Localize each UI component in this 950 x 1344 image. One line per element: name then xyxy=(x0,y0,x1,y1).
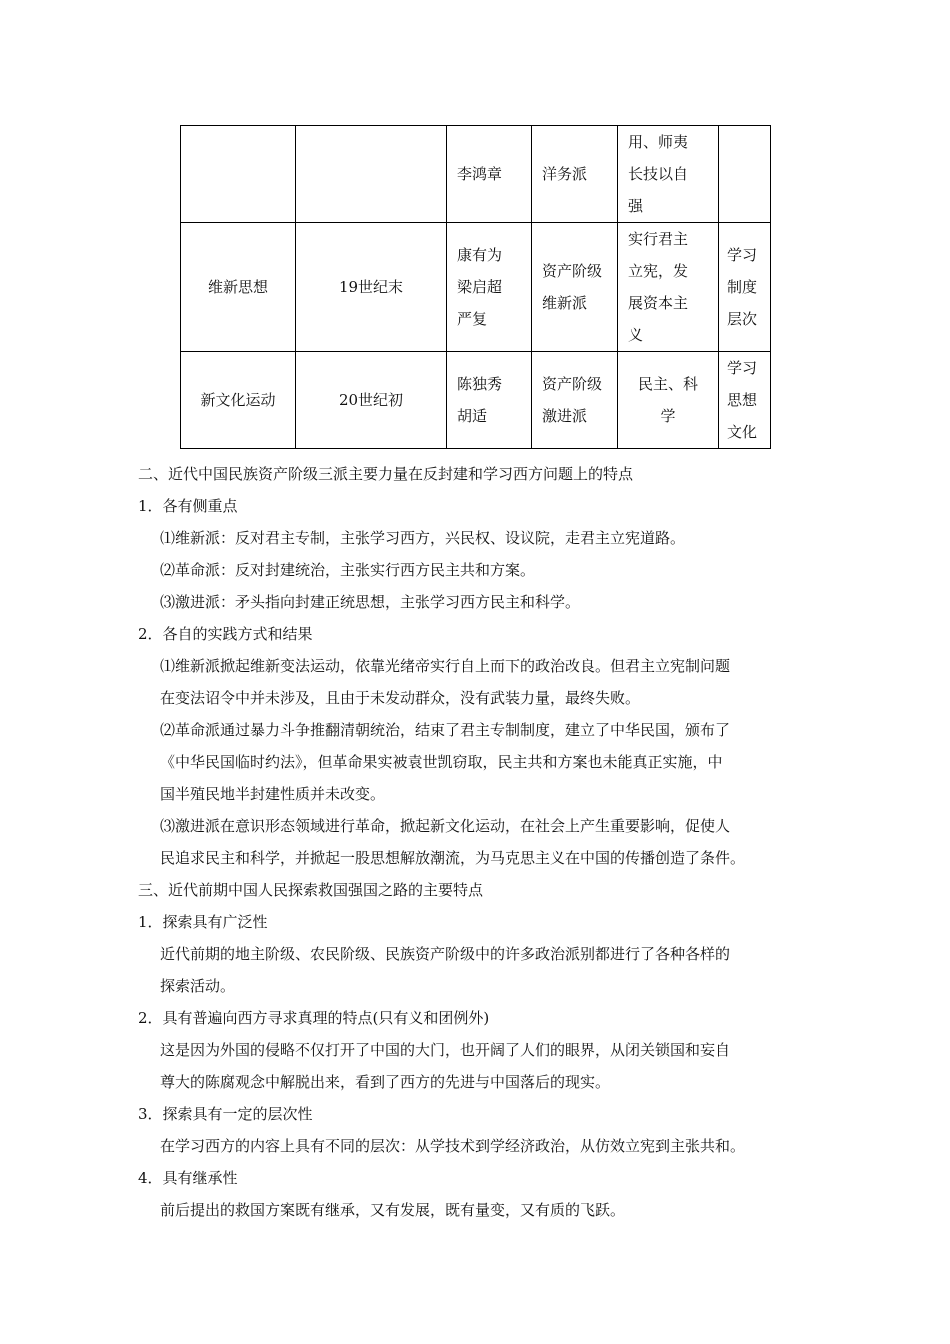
paragraph-line: ⑵革命派通过暴力斗争推翻清朝统治，结束了君主专制制度，建立了中华民国，颁布了 xyxy=(160,721,731,739)
subsection-heading: 3．探索具有一定的层次性 xyxy=(138,1105,313,1123)
list-item: ⑶激进派：矛头指向封建正统思想，主张学习西方民主和科学。 xyxy=(160,593,581,611)
person-name: 梁启超 xyxy=(457,278,503,296)
table-cell-people xyxy=(447,352,532,449)
paragraph-line: 《中华民国临时约法》，但革命果实被袁世凯窃取，民主共和方案也未能真正实施，中 xyxy=(160,753,723,771)
table-cell-proposal xyxy=(618,352,719,449)
paragraph xyxy=(138,810,818,874)
proposal-line: 实行君主 xyxy=(628,230,689,248)
faction-name: 资产阶级 xyxy=(542,375,603,393)
proposal-line: 义 xyxy=(628,326,644,344)
level-line: 学习 xyxy=(727,359,758,377)
section-heading: 二、近代中国民族资产阶级三派主要力量在反封建和学习西方问题上的特点 xyxy=(138,465,634,483)
proposal-line: 长技以自 xyxy=(628,165,689,183)
faction-name: 维新派 xyxy=(542,294,588,312)
subsection-heading: 2．各自的实践方式和结果 xyxy=(138,625,313,643)
level-line: 学习 xyxy=(727,246,758,264)
proposal-line: 民主、科 xyxy=(637,375,698,393)
paragraph xyxy=(138,1034,818,1098)
comparison-table xyxy=(180,125,771,449)
proposal-line: 展资本主 xyxy=(628,294,689,312)
table-cell-people xyxy=(447,223,532,352)
section-heading: 三、近代前期中国人民探索救国强国之路的主要特点 xyxy=(138,881,484,899)
person-name: 严复 xyxy=(457,310,488,328)
paragraph xyxy=(138,938,818,1002)
paragraph-line: 前后提出的救国方案既有继承，又有发展，既有量变，又有质的飞跃。 xyxy=(160,1201,626,1219)
paragraph-line: ⑶激进派在意识形态领域进行革命，掀起新文化运动，在社会上产生重要影响，促使人 xyxy=(160,817,731,835)
paragraph-line: 尊大的陈腐观念中解脱出来，看到了西方的先进与中国落后的现实。 xyxy=(160,1073,611,1091)
paragraph-line: 探索活动。 xyxy=(160,977,236,995)
person-name: 康有为 xyxy=(457,246,503,264)
table-row xyxy=(181,352,771,449)
paragraph-line: 国半殖民地半封建性质并未改变。 xyxy=(160,785,386,803)
table-row xyxy=(181,223,771,352)
table-cell-faction xyxy=(532,223,618,352)
person-name: 陈独秀 xyxy=(457,375,503,393)
table-cell-faction xyxy=(532,352,618,449)
table-cell-era xyxy=(296,126,447,223)
table-cell-era: 20世纪初 xyxy=(296,352,447,449)
subsection-heading: 4．具有继承性 xyxy=(138,1169,238,1187)
table-cell-thought: 维新思想 xyxy=(181,223,296,352)
table-cell-proposal xyxy=(618,126,719,223)
proposal-line: 立宪，发 xyxy=(628,262,689,280)
table-cell-level xyxy=(719,126,771,223)
paragraph xyxy=(138,1130,818,1162)
table-row xyxy=(181,126,771,223)
paragraph-line: 民追求民主和科学，并掀起一股思想解放潮流，为马克思主义在中国的传播创造了条件。 xyxy=(160,849,746,867)
faction-name: 资产阶级 xyxy=(542,262,603,280)
subsection-heading: 1．各有侧重点 xyxy=(138,497,238,515)
subsection-heading: 1．探索具有广泛性 xyxy=(138,913,268,931)
person-name: 胡适 xyxy=(457,407,488,425)
table-cell-era: 19世纪末 xyxy=(296,223,447,352)
paragraph xyxy=(138,714,818,810)
paragraph xyxy=(138,1194,818,1226)
table-cell-thought: 新文化运动 xyxy=(181,352,296,449)
paragraph-line: ⑴维新派掀起维新变法运动，依靠光绪帝实行自上而下的政治改良。但君主立宪制问题 xyxy=(160,657,731,675)
level-line: 文化 xyxy=(727,423,758,441)
proposal-line: 强 xyxy=(628,197,644,215)
table-cell-level xyxy=(719,352,771,449)
table-cell-people xyxy=(447,126,532,223)
table-cell-level xyxy=(719,223,771,352)
table-cell-proposal xyxy=(618,223,719,352)
person-name: 李鸿章 xyxy=(457,165,503,183)
paragraph-line: 在学习西方的内容上具有不同的层次：从学技术到学经济政治，从仿效立宪到主张共和。 xyxy=(160,1137,746,1155)
proposal-line: 用、师夷 xyxy=(628,133,689,151)
paragraph-line: 近代前期的地主阶级、农民阶级、民族资产阶级中的许多政治派别都进行了各种各样的 xyxy=(160,945,731,963)
faction-name: 洋务派 xyxy=(542,165,588,183)
table-cell-thought xyxy=(181,126,296,223)
paragraph xyxy=(138,650,818,714)
level-line: 制度 xyxy=(727,278,758,296)
list-item: ⑵革命派：反对封建统治，主张实行西方民主共和方案。 xyxy=(160,561,536,579)
table-cell-faction xyxy=(532,126,618,223)
list-item: ⑴维新派：反对君主专制，主张学习西方，兴民权、设议院，走君主立宪道路。 xyxy=(160,529,686,547)
proposal-line: 学 xyxy=(660,407,676,425)
faction-name: 激进派 xyxy=(542,407,588,425)
level-line: 层次 xyxy=(727,310,758,328)
body-text xyxy=(138,458,818,1226)
level-line: 思想 xyxy=(727,391,758,409)
subsection-heading: 2．具有普遍向西方寻求真理的特点(只有义和团例外) xyxy=(138,1009,490,1027)
paragraph-line: 这是因为外国的侵略不仅打开了中国的大门，也开阔了人们的眼界，从闭关锁国和妄自 xyxy=(160,1041,731,1059)
paragraph-line: 在变法诏令中并未涉及，且由于未发动群众，没有武装力量，最终失败。 xyxy=(160,689,641,707)
